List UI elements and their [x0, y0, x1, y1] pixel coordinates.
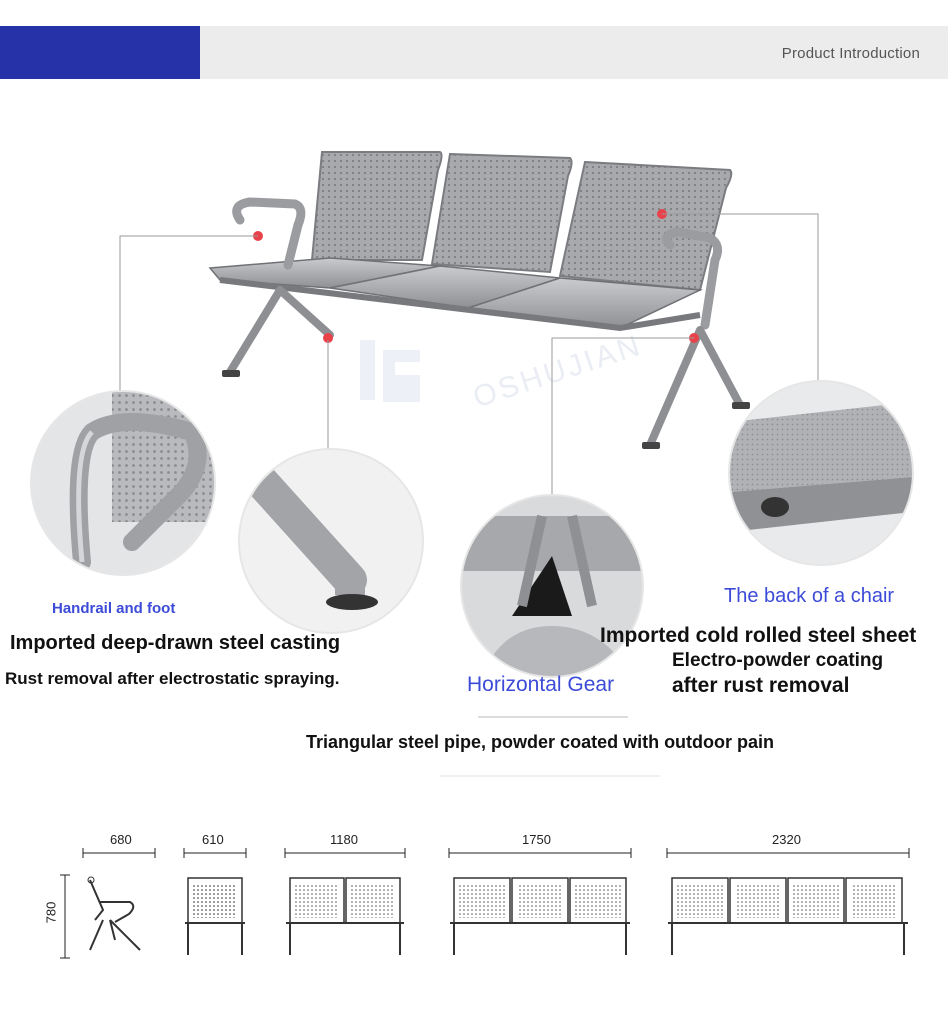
label-back: The back of a chair — [724, 585, 895, 607]
one-seat-drawing — [180, 840, 250, 960]
marker-gear — [689, 333, 699, 343]
bench-main-image — [200, 140, 760, 460]
pipe-line1: Triangular steel pipe, powder coated with outdoor pain — [306, 732, 775, 752]
marker-foot — [323, 333, 333, 343]
back-line3: after rust removal — [672, 674, 850, 697]
page-title: Product Introduction — [781, 45, 920, 62]
divider — [478, 716, 628, 718]
side-view-drawing — [55, 840, 165, 960]
detail-circle-foot — [238, 448, 424, 634]
detail-circle-handrail — [30, 390, 216, 576]
header-accent-block — [0, 26, 200, 79]
marker-handrail — [253, 231, 263, 241]
label-handrail: Handrail and foot — [52, 600, 176, 617]
dim-four-seat: 2320 — [772, 832, 801, 847]
two-seat-drawing — [282, 840, 408, 960]
dim-side-height: 780 — [43, 901, 59, 924]
back-line2: Electro-powder coating — [672, 650, 884, 671]
dim-one-seat: 610 — [202, 832, 224, 847]
dim-side-width: 680 — [110, 832, 132, 847]
label-gear: Horizontal Gear — [467, 673, 615, 696]
three-seat-drawing — [446, 840, 634, 960]
dim-three-seat: 1750 — [522, 832, 551, 847]
watermark-text: OSHUJIAN — [469, 328, 647, 415]
handrail-line2: Rust removal after electrostatic spraying. — [5, 669, 340, 688]
handrail-line1: Imported deep-drawn steel casting — [10, 632, 341, 654]
back-line1: Imported cold rolled steel sheet — [600, 624, 917, 647]
marker-back — [657, 209, 667, 219]
detail-circle-back — [728, 380, 914, 566]
divider-2 — [440, 775, 660, 777]
dim-two-seat: 1180 — [330, 832, 358, 847]
detail-circle-gear — [460, 494, 644, 678]
four-seat-drawing — [664, 840, 912, 960]
